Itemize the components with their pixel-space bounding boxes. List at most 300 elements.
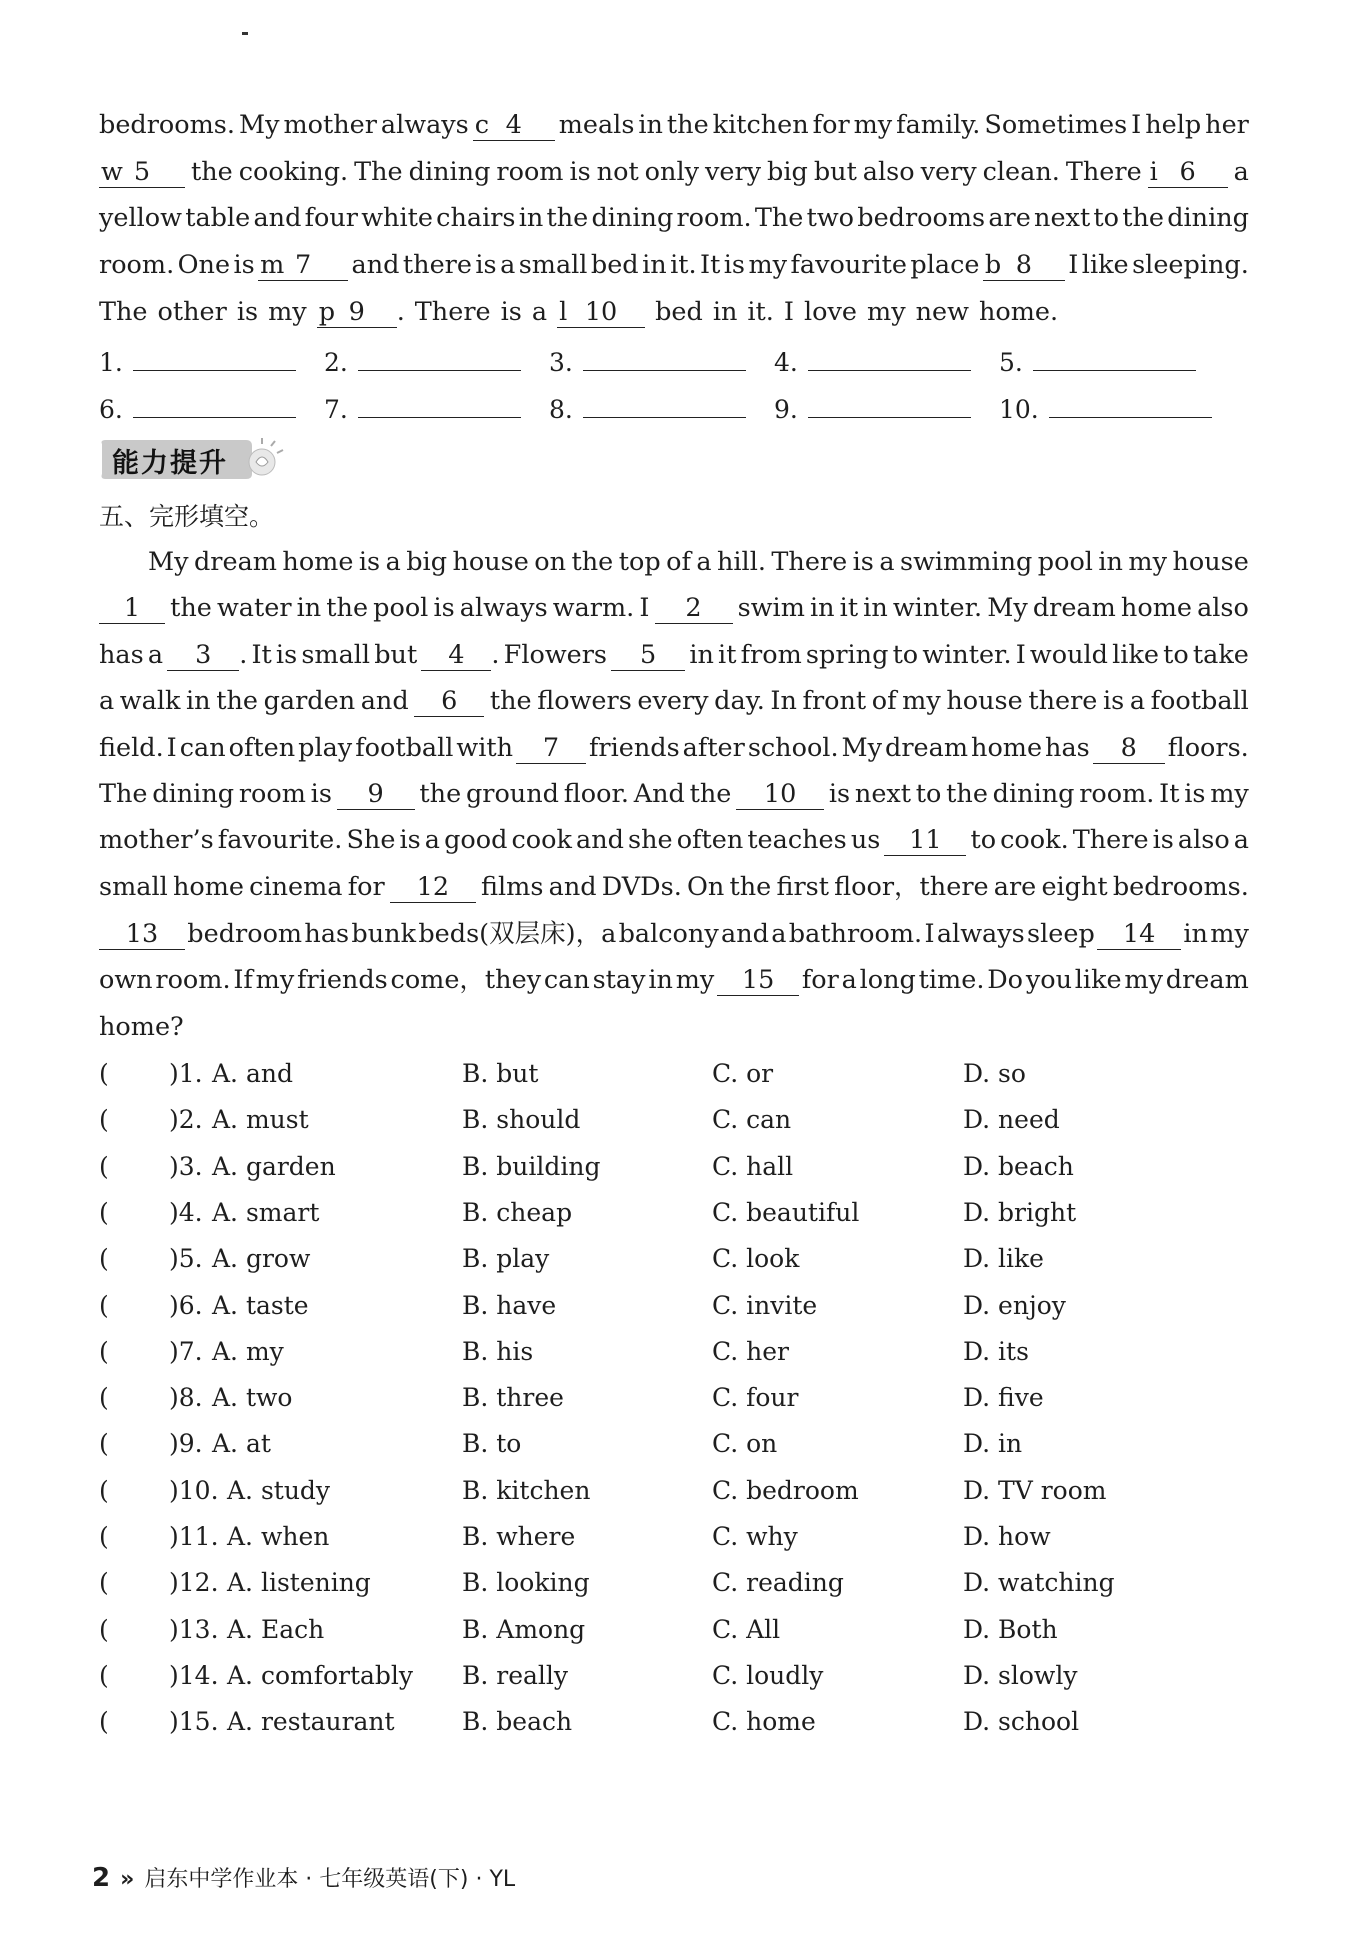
answer-blank[interactable]	[516, 733, 586, 764]
word: to	[1163, 640, 1189, 670]
question-number: )1.	[169, 1059, 203, 1088]
question-number: )4.	[169, 1197, 203, 1227]
option-c[interactable]: C. on	[712, 1429, 778, 1459]
word: and	[360, 686, 409, 716]
word: room.	[99, 250, 175, 280]
word: a	[696, 547, 712, 577]
question-number: )15.	[169, 1707, 219, 1737]
word: room.	[1079, 779, 1155, 809]
answer-line[interactable]	[1033, 346, 1196, 371]
question-row	[99, 1144, 1249, 1190]
answer-line[interactable]	[583, 393, 746, 418]
question-row	[99, 1329, 1249, 1375]
word: football	[1150, 686, 1249, 716]
blank-number: 6	[1179, 157, 1196, 187]
word: four	[304, 203, 358, 233]
answer-paren[interactable]: (	[99, 1383, 109, 1413]
option-b[interactable]: B. looking	[462, 1568, 590, 1598]
blank-number: 5	[640, 640, 657, 670]
option-a[interactable]: A. my	[212, 1336, 284, 1366]
option-b[interactable]: B. but	[462, 1059, 539, 1088]
word: a	[99, 686, 115, 716]
word: bedrooms.	[99, 110, 236, 140]
answer-blank[interactable]	[1097, 919, 1181, 950]
word: pool	[373, 593, 429, 623]
option-d[interactable]: D. enjoy	[963, 1290, 1066, 1320]
question-row	[99, 1190, 1249, 1236]
option-a[interactable]: A. grow	[212, 1244, 311, 1274]
word: a	[500, 250, 516, 280]
option-c[interactable]: C. home	[712, 1707, 816, 1737]
answer-line[interactable]	[808, 346, 971, 371]
word: beds(双层床)，a	[418, 919, 617, 949]
option-b[interactable]: B. Among	[462, 1614, 586, 1644]
word: It	[251, 640, 272, 670]
option-a[interactable]: A. garden	[212, 1151, 336, 1181]
answer-blank[interactable]	[167, 640, 239, 671]
answer-paren[interactable]: (	[99, 1614, 109, 1644]
option-a[interactable]: A. taste	[212, 1290, 309, 1320]
word: there	[1028, 686, 1098, 716]
word: in	[1098, 547, 1123, 577]
question-row	[99, 1375, 1249, 1421]
word: small	[518, 250, 588, 280]
word: after	[682, 733, 745, 763]
option-c[interactable]: C. All	[712, 1614, 781, 1644]
option-a[interactable]: A. study	[227, 1475, 331, 1505]
option-a[interactable]: A. at	[212, 1429, 271, 1459]
word: in	[863, 593, 888, 623]
word: and	[576, 825, 624, 855]
option-b[interactable]: B. building	[462, 1151, 601, 1181]
option-d[interactable]: D. beach	[963, 1151, 1074, 1181]
answer-line[interactable]	[808, 393, 971, 418]
option-d[interactable]: D. bright	[963, 1197, 1077, 1227]
answer-paren[interactable]: (	[99, 1568, 109, 1598]
answer-paren[interactable]: (	[99, 1707, 109, 1737]
word: There	[414, 297, 491, 327]
passage-line	[99, 817, 1249, 863]
question-row	[99, 1560, 1249, 1606]
word: My	[987, 593, 1028, 623]
option-d[interactable]: D. five	[963, 1383, 1044, 1413]
option-b[interactable]: B. really	[462, 1660, 569, 1690]
word: from	[740, 640, 802, 670]
word: is	[1102, 686, 1125, 716]
answer-paren[interactable]: (	[99, 1151, 109, 1181]
word: my	[748, 250, 788, 280]
word: warm.	[552, 593, 635, 623]
word: favourite	[790, 250, 907, 280]
blank-number: 8	[1015, 250, 1032, 280]
word: big	[767, 157, 808, 187]
word: every	[637, 686, 709, 716]
answer-line[interactable]	[358, 393, 521, 418]
question-row	[99, 1514, 1249, 1560]
option-d[interactable]: D. how	[963, 1522, 1051, 1551]
word: is	[358, 547, 381, 577]
word: my	[675, 965, 715, 995]
answer-number: 6.	[99, 395, 123, 424]
answer-blank[interactable]	[717, 965, 799, 996]
word: bedrooms.	[1112, 872, 1249, 902]
option-b[interactable]: B. beach	[462, 1707, 573, 1737]
word: flowers	[537, 686, 632, 716]
option-d[interactable]: D. need	[963, 1105, 1060, 1135]
answer-blank[interactable]	[736, 779, 824, 810]
answer-paren[interactable]: (	[99, 1429, 109, 1459]
question-row	[99, 1283, 1249, 1329]
word: the	[170, 593, 212, 623]
answer-slot	[549, 390, 746, 430]
word: of	[666, 547, 691, 577]
word: my	[268, 297, 307, 327]
word: my	[1210, 919, 1249, 949]
word: home	[1120, 593, 1192, 623]
word: long	[859, 965, 916, 995]
answer-blank[interactable]	[983, 250, 1065, 281]
option-c[interactable]: C. hall	[712, 1151, 794, 1181]
blank-number: 3	[195, 640, 212, 670]
word: is	[1184, 779, 1206, 809]
answer-blank[interactable]	[317, 297, 397, 328]
section-ribbon	[96, 436, 286, 482]
option-d[interactable]: D. Both	[963, 1614, 1058, 1644]
answer-slot	[99, 390, 296, 430]
blank-number: 9	[348, 297, 365, 327]
word: floor.	[563, 779, 629, 809]
word: If	[233, 965, 253, 995]
word: room.	[676, 203, 752, 233]
answer-blank[interactable]	[1148, 157, 1228, 188]
word: has	[304, 919, 350, 949]
passage-line	[99, 1004, 1249, 1050]
word: own	[99, 965, 153, 995]
word: in	[642, 250, 667, 280]
word: clean.	[982, 157, 1060, 187]
option-a[interactable]: A. listening	[227, 1568, 371, 1598]
blank-number: 8	[1120, 733, 1137, 763]
word: On	[686, 872, 725, 902]
option-b[interactable]: B. to	[462, 1429, 522, 1459]
option-d[interactable]: D. in	[963, 1429, 1023, 1459]
answer-number: 7.	[324, 395, 348, 424]
word: my	[853, 110, 893, 140]
option-c[interactable]: C. loudly	[712, 1660, 824, 1690]
word: yellow	[99, 203, 182, 233]
option-b[interactable]: B. cheap	[462, 1197, 573, 1227]
word: floors.	[1167, 733, 1249, 763]
answer-paren[interactable]: (	[99, 1197, 109, 1227]
word: front	[802, 686, 867, 716]
question-row	[99, 1051, 1249, 1097]
option-c[interactable]: C. beautiful	[712, 1197, 860, 1227]
word: only	[644, 157, 700, 187]
answer-blank[interactable]	[655, 593, 733, 624]
word: the	[190, 157, 233, 187]
option-c[interactable]: C. bedroom	[712, 1475, 859, 1505]
answer-number: 5.	[999, 348, 1023, 377]
answer-number: 4.	[774, 348, 798, 377]
word: dream	[1165, 965, 1249, 995]
word: mother	[283, 110, 377, 140]
word: us	[850, 825, 881, 855]
word: The	[99, 297, 148, 327]
option-a[interactable]: A. when	[227, 1522, 330, 1551]
word: of	[871, 686, 897, 716]
passage-line	[99, 678, 1249, 724]
answer-line[interactable]	[583, 346, 746, 371]
option-a[interactable]: A. Each	[227, 1614, 325, 1644]
word: has	[99, 640, 144, 670]
option-b[interactable]: B. should	[462, 1105, 581, 1135]
word: in	[809, 593, 835, 623]
answer-blank[interactable]	[414, 686, 484, 717]
word: home	[282, 547, 354, 577]
blank-group	[317, 289, 405, 335]
answer-paren[interactable]: (	[99, 1105, 109, 1135]
word: would	[1029, 640, 1109, 670]
answer-blank[interactable]	[337, 779, 415, 810]
option-d[interactable]: D. like	[963, 1244, 1044, 1274]
option-a[interactable]: A. comfortably	[227, 1660, 414, 1690]
answer-blank[interactable]	[258, 250, 348, 281]
blank-number: 9	[367, 779, 384, 809]
option-a[interactable]: A. two	[212, 1383, 293, 1413]
option-d[interactable]: D. slowly	[963, 1660, 1078, 1690]
option-c[interactable]: C. her	[712, 1336, 789, 1366]
answer-blank[interactable]	[557, 297, 645, 328]
scan-mark	[242, 32, 248, 35]
word: garden	[263, 686, 356, 716]
answer-blank[interactable]	[99, 593, 165, 624]
word: the	[489, 686, 532, 716]
word: The	[754, 203, 804, 233]
answer-blank[interactable]	[611, 640, 685, 671]
blank-first-letter: c	[474, 110, 490, 140]
question-number: )2.	[169, 1105, 203, 1135]
answer-slot	[99, 343, 296, 383]
question-number: )12.	[169, 1568, 219, 1598]
word: sleeping.	[1132, 250, 1249, 280]
blank-number: 6	[441, 686, 458, 716]
word: a	[1233, 157, 1249, 187]
question-number: )7.	[169, 1336, 203, 1366]
word: And	[633, 779, 685, 809]
answer-line[interactable]	[133, 393, 296, 418]
word: not	[596, 157, 639, 187]
blank-group	[884, 817, 966, 863]
option-b[interactable]: B. kitchen	[462, 1475, 591, 1505]
word: is	[569, 157, 591, 187]
word: bed	[655, 297, 703, 327]
option-b[interactable]: B. play	[462, 1244, 550, 1274]
passage-line	[99, 289, 1249, 335]
punctuation: .	[396, 297, 405, 327]
option-a[interactable]: A. must	[212, 1105, 309, 1135]
word: small	[301, 640, 371, 670]
blank-number: 11	[909, 825, 942, 855]
word: winter.	[922, 640, 1012, 670]
word: dining	[152, 779, 235, 809]
option-d[interactable]: D. TV room	[963, 1475, 1107, 1505]
word: the	[571, 547, 614, 577]
answer-slot	[999, 390, 1212, 430]
word: a	[1233, 825, 1249, 855]
word: with	[456, 733, 514, 763]
answer-blank[interactable]	[390, 872, 476, 903]
answer-blank[interactable]	[884, 825, 966, 856]
word: the	[546, 203, 589, 233]
word: first	[776, 872, 829, 902]
word: like	[1112, 640, 1160, 670]
blank-number: 13	[125, 919, 159, 949]
option-c[interactable]: C. invite	[712, 1290, 818, 1320]
question-number: )13.	[169, 1614, 219, 1644]
word: also	[862, 157, 915, 187]
word: my	[1210, 779, 1249, 809]
word: bedrooms	[857, 203, 986, 233]
option-c[interactable]: C. why	[712, 1522, 798, 1551]
word: a	[385, 547, 401, 577]
option-a[interactable]: A. and	[212, 1059, 293, 1088]
option-a[interactable]: A. restaurant	[227, 1707, 395, 1737]
word: two	[806, 203, 855, 233]
passage-line	[99, 632, 1249, 678]
answer-line[interactable]	[133, 346, 296, 371]
option-a[interactable]: A. smart	[212, 1197, 320, 1227]
option-c[interactable]: C. four	[712, 1383, 799, 1413]
word: also	[1197, 593, 1249, 623]
word: meals	[558, 110, 635, 140]
blank-number: 10	[584, 297, 618, 327]
word: eight	[1041, 872, 1108, 902]
option-b[interactable]: B. where	[462, 1522, 576, 1551]
answer-line[interactable]	[1049, 393, 1212, 418]
option-c[interactable]: C. look	[712, 1244, 800, 1274]
word: but	[813, 157, 857, 187]
blank-first-letter: i	[1149, 157, 1158, 187]
answer-paren[interactable]: (	[99, 1336, 109, 1366]
word: Do	[987, 965, 1024, 995]
word: are	[988, 203, 1031, 233]
word: often	[676, 825, 744, 855]
blank-number: 7	[295, 250, 312, 280]
answer-blank[interactable]	[99, 919, 185, 950]
question-row	[99, 1607, 1249, 1653]
word: it.	[747, 297, 774, 327]
word: room	[496, 157, 564, 187]
word: white	[361, 203, 433, 233]
option-d[interactable]: D. so	[963, 1059, 1026, 1088]
passage-line	[99, 771, 1249, 817]
word: cook	[511, 825, 572, 855]
word: In	[770, 686, 797, 716]
option-c[interactable]: C. or	[712, 1059, 774, 1088]
option-b[interactable]: B. have	[462, 1290, 557, 1320]
word: spring	[805, 640, 889, 670]
word: is	[723, 250, 746, 280]
word: house	[452, 547, 529, 577]
blank-group	[414, 678, 484, 724]
word: my	[867, 297, 906, 327]
word: on	[534, 547, 567, 577]
option-d[interactable]: D. its	[963, 1336, 1029, 1366]
option-d[interactable]: D. watching	[963, 1568, 1115, 1598]
option-c[interactable]: C. can	[712, 1105, 792, 1135]
answer-paren[interactable]: (	[99, 1059, 109, 1088]
blank-group	[1097, 911, 1181, 957]
word: her	[1205, 110, 1249, 140]
word: bed	[590, 250, 639, 280]
word: I	[1015, 640, 1026, 670]
word: My	[841, 733, 883, 763]
option-c[interactable]: C. reading	[712, 1568, 844, 1598]
word: balcony	[618, 919, 719, 949]
option-b[interactable]: B. three	[462, 1383, 564, 1413]
option-d[interactable]: D. school	[963, 1707, 1080, 1737]
answer-paren[interactable]: (	[99, 1244, 109, 1274]
answer-blank[interactable]	[421, 640, 491, 671]
word: DVDs.	[601, 872, 682, 902]
word: next	[854, 779, 912, 809]
question-number: )3.	[169, 1151, 203, 1181]
word: and	[721, 919, 769, 949]
answer-number: 8.	[549, 395, 573, 424]
word: dining	[1167, 203, 1249, 233]
answer-number: 2.	[324, 348, 348, 377]
answer-paren[interactable]: (	[99, 1522, 109, 1551]
word: to	[970, 825, 997, 855]
answer-blank[interactable]	[473, 110, 555, 141]
word: for	[347, 872, 385, 902]
answer-paren[interactable]: (	[99, 1475, 109, 1505]
word: field.	[99, 733, 164, 763]
option-b[interactable]: B. his	[462, 1336, 534, 1366]
passage-line	[148, 539, 1249, 585]
word: the	[419, 779, 462, 809]
answer-line[interactable]	[358, 346, 521, 371]
answer-blank[interactable]	[99, 157, 185, 188]
answer-blank[interactable]	[1093, 733, 1165, 764]
word: a	[424, 825, 440, 855]
word: bathroom.	[788, 919, 923, 949]
word: There	[771, 547, 848, 577]
word: the	[326, 593, 369, 623]
word: there	[402, 250, 472, 280]
answer-paren[interactable]: (	[99, 1660, 109, 1690]
word: winter.	[892, 593, 983, 623]
word: sleep	[1027, 919, 1095, 949]
word: friends	[588, 733, 680, 763]
question-row	[99, 1653, 1249, 1699]
word: walk	[119, 686, 181, 716]
word: new	[915, 297, 969, 327]
answer-paren[interactable]: (	[99, 1290, 109, 1320]
word: the	[689, 779, 732, 809]
punctuation: .	[239, 640, 248, 670]
word: She	[346, 825, 396, 855]
blank-group	[1148, 149, 1228, 195]
word: in	[518, 203, 544, 233]
word: you	[1025, 965, 1072, 995]
word: very	[704, 157, 762, 187]
passage-line	[99, 242, 1249, 288]
word: kitchen	[712, 110, 809, 140]
word: a	[879, 547, 895, 577]
blank-group	[983, 242, 1065, 288]
punctuation: .	[491, 640, 500, 670]
